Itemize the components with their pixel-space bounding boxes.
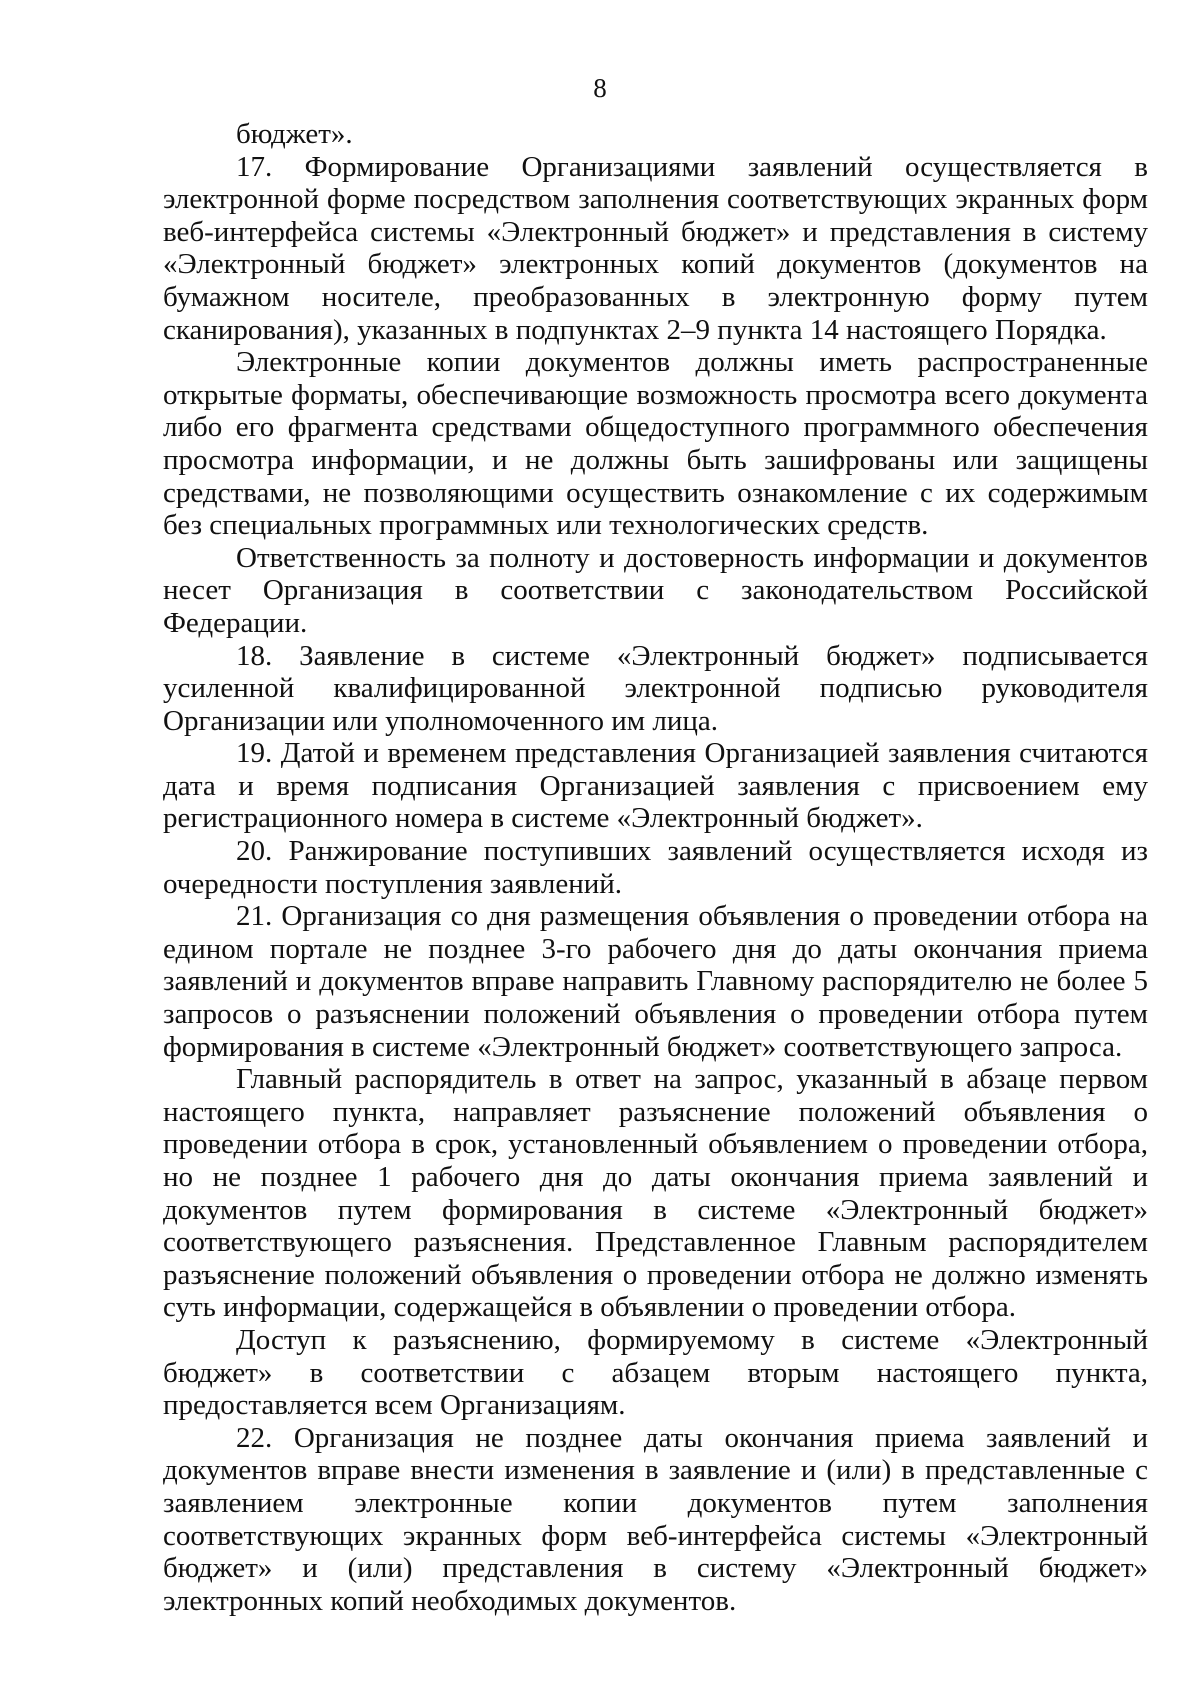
paragraph: 20. Ранжирование поступивших заявлений осуществляется исходя из очередности поступления заявлений.	[163, 835, 1148, 900]
paragraph: Главный распорядитель в ответ на запрос, указанный в абзаце первом настоящего пункта, направляет разъяснение положений объявления о проведении отбора в срок, установленный объявлением о проведении отбора, но не позднее 1 рабочего дня до даты окончания приема заявлений и документов путем формирования в системе «Электронный бюджет» соответствующего разъяснения. Представленное Главным распорядителем разъяснение положений объявления о проведении отбора не должно изменять суть информации, содержащейся в объявлении о проведении отбора.	[163, 1063, 1148, 1324]
paragraph: 21. Организация со дня размещения объявления о проведении отбора на едином портале не позднее 3-го рабочего дня до даты окончания приема заявлений и документов вправе направить Главному распорядителю не более 5 запросов о разъяснении положений объявления о проведении отбора путем формирования в системе «Электронный бюджет» соответствующего запроса.	[163, 900, 1148, 1063]
paragraph: Ответственность за полноту и достоверность информации и документов несет Организация в соответствии с законодательством Российской Федерации.	[163, 541, 1148, 639]
document-body	[163, 118, 1148, 1617]
paragraph: Доступ к разъяснению, формируемому в системе «Электронный бюджет» в соответствии с абзацем вторым настоящего пункта, предоставляется всем Организациям.	[163, 1323, 1148, 1422]
paragraph: бюджет».	[236, 118, 353, 150]
page-number: 8	[593, 73, 607, 103]
paragraph: 19. Датой и временем представления Организацией заявления считаются дата и время подписания Организацией заявления с присвоением ему регистрационного номера в системе «Электронный бюджет».	[163, 737, 1148, 835]
paragraph: 18. Заявление в системе «Электронный бюджет» подписывается усиленной квалифицированной электронной подписью руководителя Организации или уполномоченного им лица.	[163, 639, 1148, 737]
paragraph: 22. Организация не позднее даты окончания приема заявлений и документов вправе внести изменения в заявление и (или) в представленные с заявлением электронные копии документов путем заполнения соответствующих экранных форм веб-интерфейса системы «Электронный бюджет» и (или) представления в систему «Электронный бюджет» электронных копий необходимых документов.	[163, 1421, 1148, 1617]
paragraph: 17. Формирование Организациями заявлений осуществляется в электронной форме посредством заполнения соответствующих экранных форм веб-интерфейса системы «Электронный бюджет» и представления в систему «Электронный бюджет» электронных копий документов (документов на бумажном носителе, преобразованных в электронную форму путем сканирования), указанных в подпунктах 2–9 пункта 14 настоящего Порядка.	[163, 150, 1148, 346]
paragraph: Электронные копии документов должны иметь распространенные открытые форматы, обеспечивающие возможность просмотра всего документа либо его фрагмента средствами общедоступного программного обеспечения просмотра информации, и не должны быть зашифрованы или защищены средствами, не позволяющими осуществить ознакомление с их содержимым без специальных программных или технологических средств.	[163, 346, 1148, 542]
